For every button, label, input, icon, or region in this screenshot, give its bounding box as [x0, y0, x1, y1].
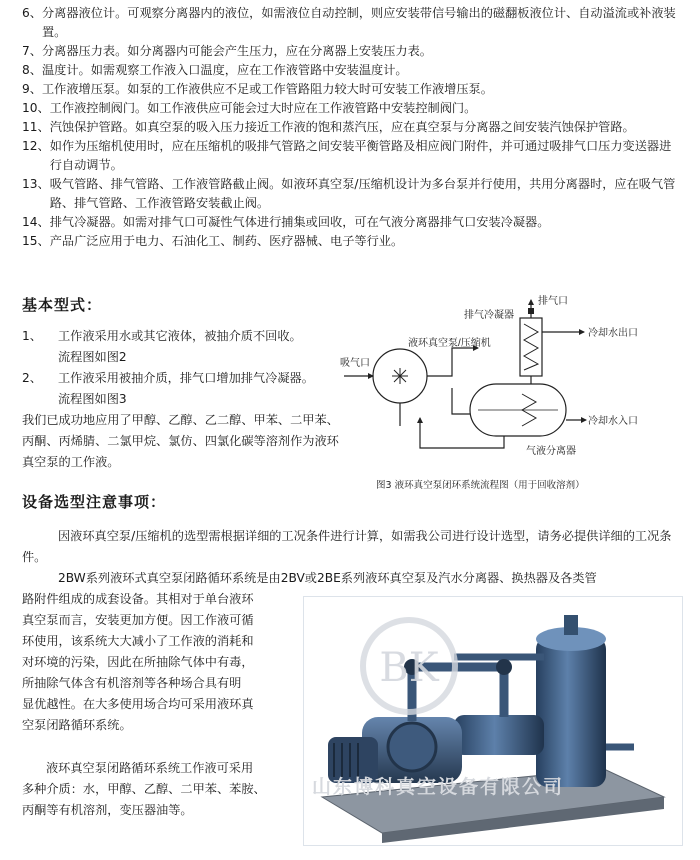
cooling-in-label: 冷却水入口	[588, 416, 638, 427]
selection-paragraph-line: 液环真空泵闭路循环系统工作液可采用	[46, 761, 254, 775]
list-item	[22, 213, 682, 232]
pump-to-condenser-line	[427, 348, 478, 376]
basic-item-number: 2、	[22, 371, 42, 385]
list-item	[22, 175, 682, 213]
selection-paragraph-2-line1: 2BW系列液环式真空泵闭路循环系统是由2BV或2BE系列液环真空泵及汽水分离器、换热器及各类管	[58, 571, 597, 585]
basic-item-sub: 流程图如图2	[58, 350, 127, 364]
basic-type-section	[22, 326, 340, 473]
company-logo	[354, 611, 464, 725]
pump-return-line	[452, 388, 470, 414]
list-item-number: 9、	[22, 82, 42, 96]
solvent-paragraph-text: 我们已成功地应用了甲醇、乙醇、乙二醇、甲苯、二甲苯、丙酮、丙烯腈、二氯甲烷、氯仿、四氯化碳等溶剂作为液环真空泵的工作液。	[22, 413, 339, 469]
list-item-text: 产品广泛应用于电力、石油化工、制药、医疗器械、电子等行业。	[49, 234, 404, 248]
list-item	[22, 42, 682, 61]
list-item	[22, 118, 682, 137]
list-item-text: 分离器液位计。可观察分离器内的液位，如需液位自动控制，则应安装带信号输出的磁翻板液位计、自动溢流或补液装置。	[41, 6, 676, 39]
selection-paragraph-line: 对环境的污染，因此在所抽除气体中有毒，	[22, 655, 254, 669]
pump-casing	[388, 723, 436, 771]
selection-paragraph-1: 因液环真空泵/压缩机的选型需根据详细的工况条件进行计算，如需我公司进行设计选型，请务必提供详细的工况条件。	[22, 529, 672, 564]
list-item	[22, 4, 682, 42]
list-item-number: 15、	[22, 234, 50, 248]
list-item-text: 汽蚀保护管路。如真空泵的吸入压力接近工作液的饱和蒸汽压，应在真空泵与分离器之间安装汽蚀保护管路。	[49, 120, 635, 134]
basic-type-heading: 基本型式：	[22, 296, 103, 314]
exhaust-valve-icon	[528, 308, 534, 314]
list-item-text: 分离器压力表。如分离器内可能会产生压力，应在分离器上安装压力表。	[41, 44, 432, 58]
separator-label: 气液分离器	[526, 446, 576, 457]
company-logo-icon	[354, 611, 464, 721]
basic-item-2	[22, 368, 340, 389]
figure3-caption: 图3 液环真空泵闭环系统流程图（用于回收溶剂）	[376, 480, 585, 491]
list-item-number: 6、	[22, 6, 42, 20]
pipe-flange	[496, 659, 512, 675]
list-item	[22, 99, 682, 118]
list-item-number: 12、	[22, 139, 50, 153]
list-item	[22, 80, 682, 99]
list-item-text: 如作为压缩机使用时，应在压缩机的吸排气管路之间安装平衡管路及相应阀门附件，并可通过吸排气口压力变送器进行自动调节。	[49, 139, 672, 172]
cooling-out-label: 冷却水出口	[588, 328, 638, 339]
list-item-number: 7、	[22, 44, 42, 58]
selection-paragraph-line: 真空泵而言，安装更加方便。因工作液可循	[22, 613, 254, 627]
component-list	[22, 4, 682, 251]
exhaust-condenser-label: 排气冷凝器	[464, 310, 514, 321]
list-item	[22, 137, 682, 175]
figure3-diagram	[340, 288, 680, 458]
selection-paragraph-line: 显优越性。在大多使用场合均可采用液环真	[22, 697, 254, 711]
selection-paragraph-line: 丙酮等有机溶剂，变压器油等。	[22, 803, 193, 817]
pump-label: 液环真空泵/压缩机	[408, 338, 491, 349]
list-item-number: 13、	[22, 177, 50, 191]
list-item	[22, 232, 682, 251]
company-watermark: 山东博科真空设备有限公司	[312, 776, 565, 798]
basic-item-sub: 流程图如图3	[58, 392, 127, 406]
tank-outlet-pipe	[564, 615, 578, 635]
list-item-number: 14、	[22, 215, 50, 229]
selection-paragraph-3	[22, 758, 294, 821]
basic-item-text: 工作液采用水或其它液体，被抽介质不回收。	[58, 329, 302, 343]
exhaust-port-label: 排气口	[538, 296, 568, 307]
basic-item-number: 1、	[22, 329, 42, 343]
list-item-number: 8、	[22, 63, 42, 77]
solvent-paragraph	[0, 410, 340, 473]
product-photo	[303, 596, 683, 846]
selection-paragraph-line: 多种介质：水，甲醇、乙醇、二甲苯、苯胺、	[22, 782, 266, 796]
suction-port-label: 吸气口	[340, 358, 370, 369]
selection-paragraph-line: 环使用，该系统大大减小了工作液的消耗和	[22, 634, 254, 648]
list-item	[22, 61, 682, 80]
selection-paragraph-line: 空泵闭路循环系统。	[22, 718, 132, 732]
pump-impeller-icon	[392, 368, 408, 384]
basic-item-text: 工作液采用被抽介质，排气口增加排气冷凝器。	[58, 371, 314, 385]
list-item-text: 工作液增压泵。如泵的工作液供应不足或工作管路阻力较大时可安装工作液增压泵。	[41, 82, 493, 96]
list-item-number: 11、	[22, 120, 50, 134]
selection-heading: 设备选型注意事项：	[22, 493, 167, 511]
heat-exchanger	[454, 715, 544, 755]
basic-item-1	[22, 326, 340, 347]
list-item-number: 10、	[22, 101, 50, 115]
list-item-text: 温度计。如需观察工作液入口温度，应在工作液管路中安装温度计。	[41, 63, 408, 77]
list-item-text: 吸气管路、排气管路、工作液管路截止阀。如液环真空泵/压缩机设计为多台泵并行使用，共用分离器时，应在吸气管路、排气管路、工作液管路安装截止阀。	[49, 177, 676, 210]
separator-tank	[536, 637, 606, 787]
svg-text:BK: BK	[379, 645, 439, 691]
selection-paragraph-line: 路附件组成的成套设备。其相对于单台液环	[22, 592, 254, 606]
list-item-text: 工作液控制阀门。如工作液供应可能会过大时应在工作液管路中安装控制阀门。	[49, 101, 477, 115]
selection-paragraph-2-rest	[22, 589, 294, 736]
list-item-text: 排气冷凝器。如需对排气口可凝性气体进行捕集或回收，可在气液分离器排气口安装冷凝器。	[49, 215, 550, 229]
selection-paragraph-line: 所抽除气体含有机溶剂等各种场合具有明	[22, 676, 242, 690]
